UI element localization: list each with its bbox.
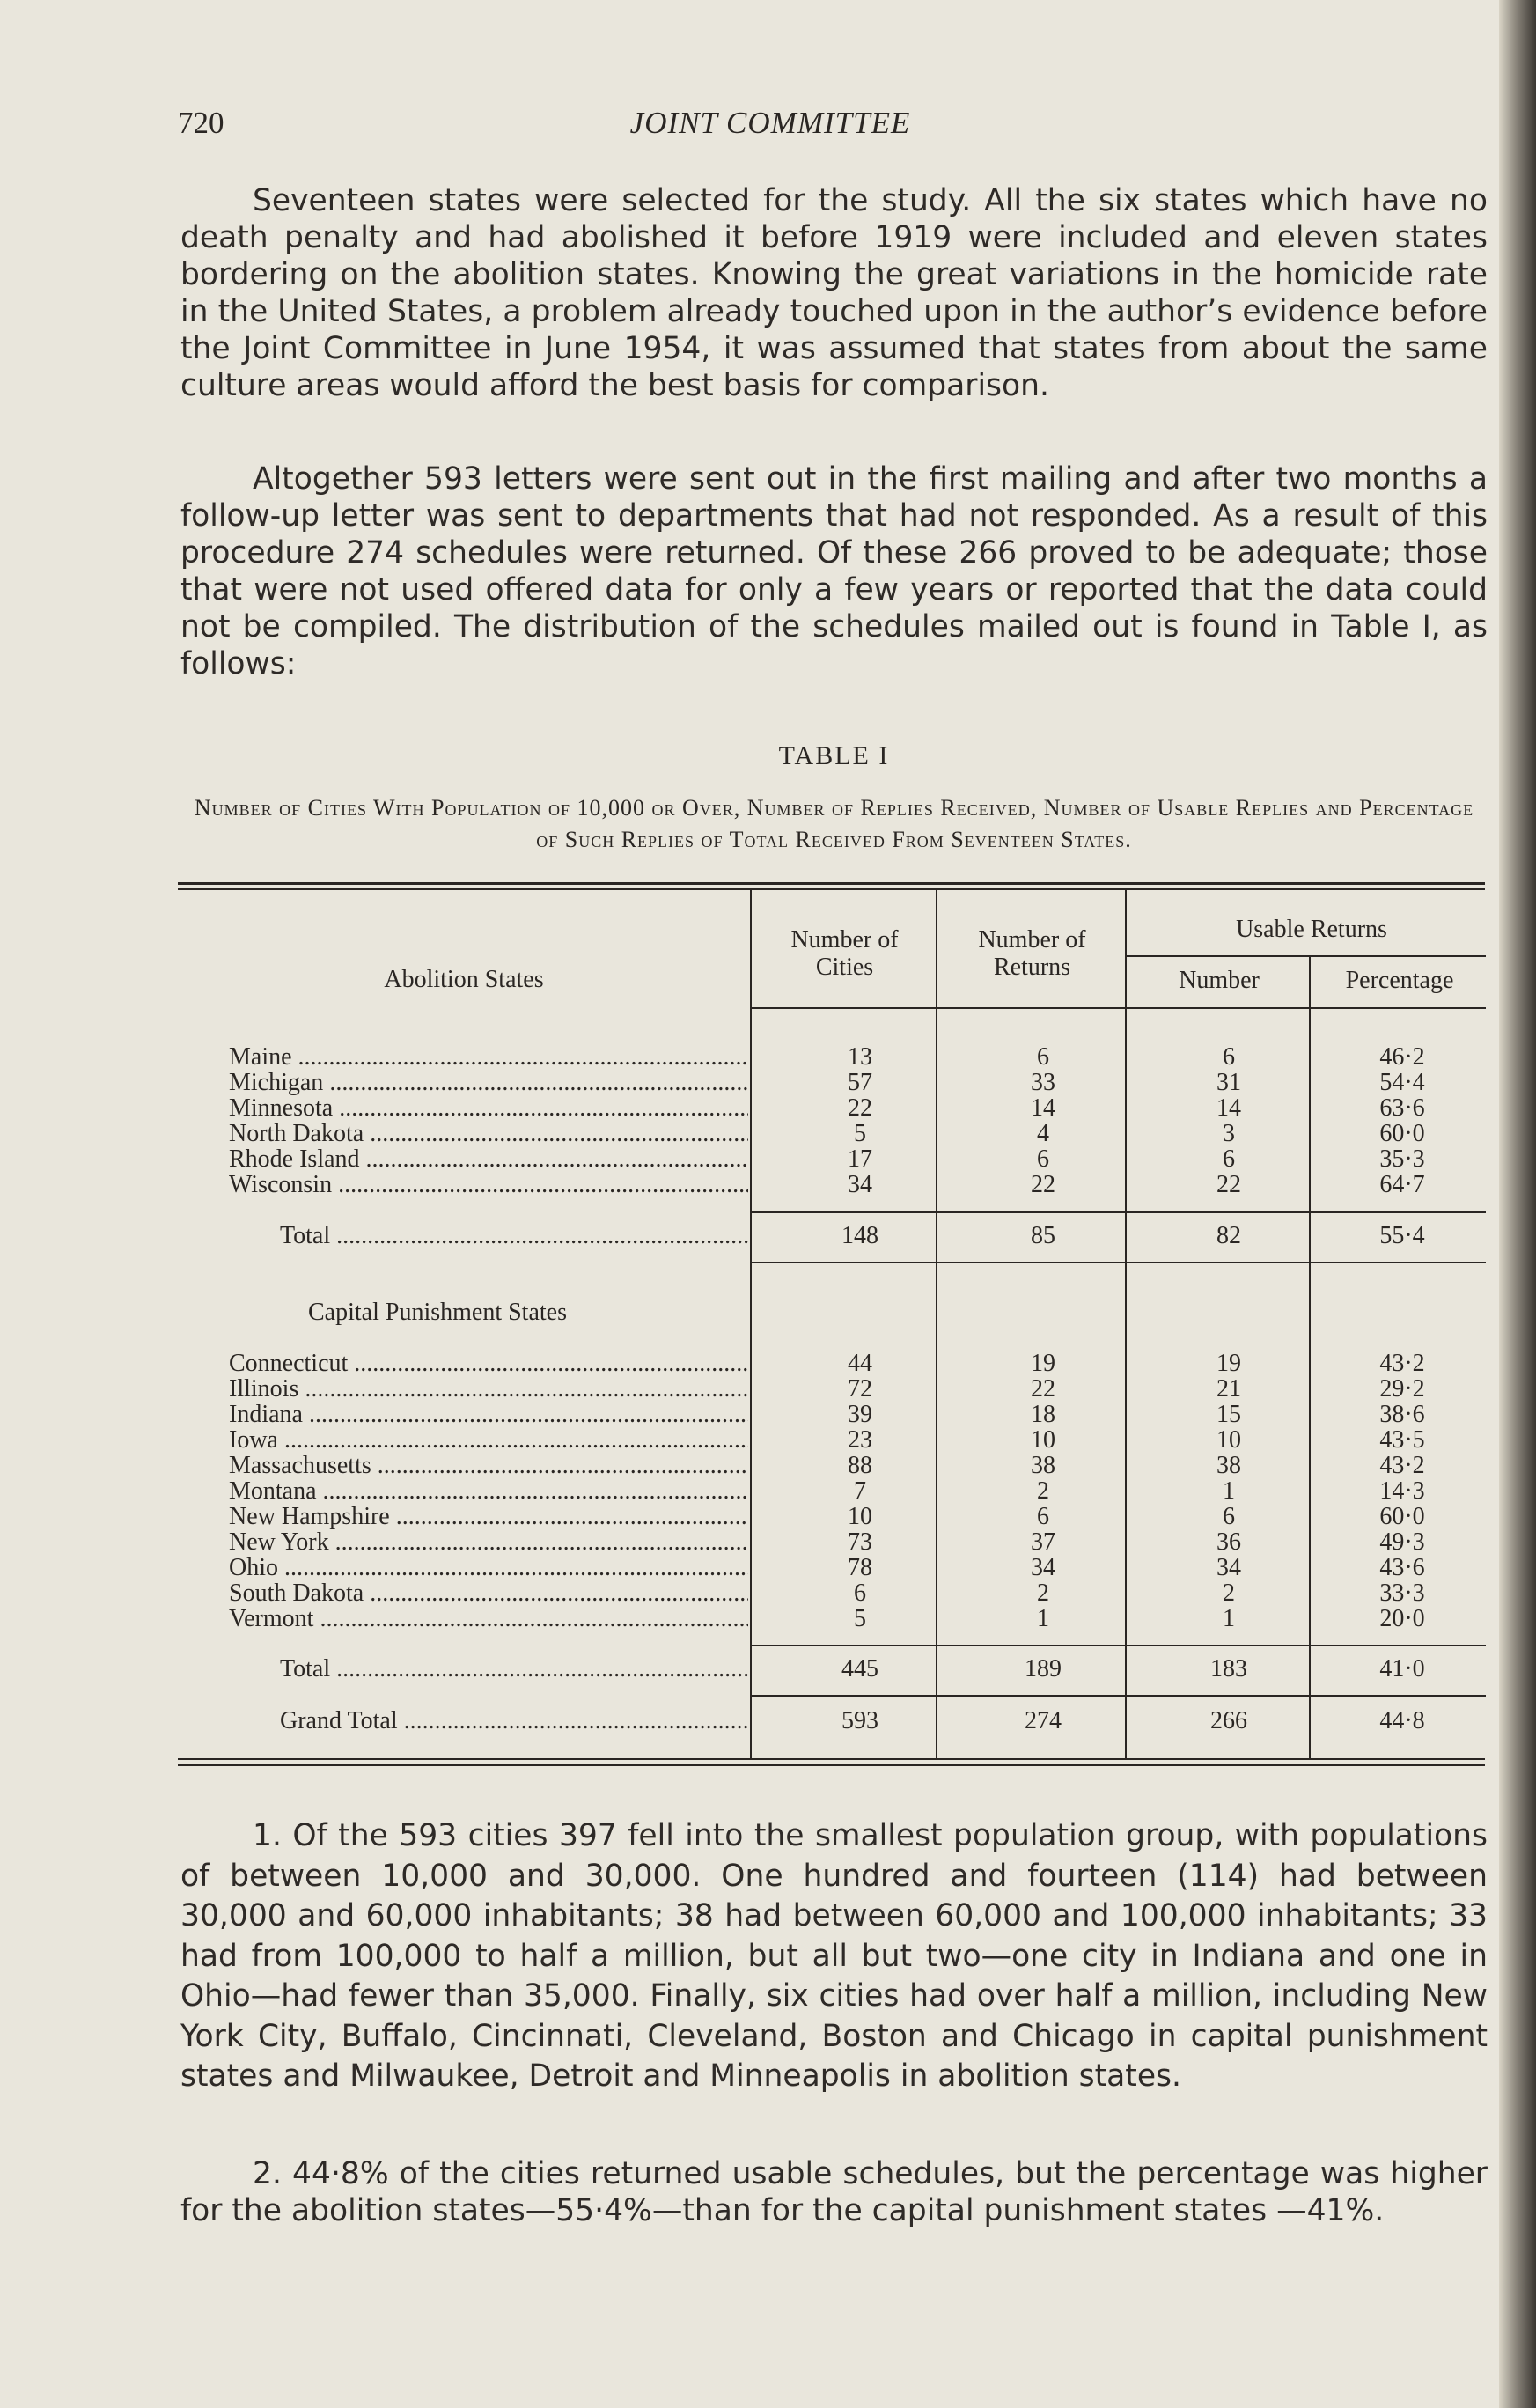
cities-cell: 5 — [854, 1605, 866, 1632]
state-label: Montana ..... — [229, 1478, 748, 1504]
returns-cell: 18 — [1031, 1401, 1055, 1428]
header-usable-percentage: Percentage — [1345, 967, 1454, 994]
section-heading-capital: Capital Punishment States — [308, 1299, 567, 1326]
note-1 — [180, 1816, 1488, 2097]
pct-cell: 29·2 — [1379, 1375, 1425, 1403]
state-label: Ohio ..... — [229, 1555, 748, 1580]
usable-cell: 3 — [1223, 1120, 1235, 1147]
cities-cell: 593 — [841, 1707, 878, 1734]
state-label: North Dakota ..... — [229, 1121, 748, 1146]
cities-cell: 5 — [854, 1120, 866, 1147]
pct-cell: 35·3 — [1379, 1145, 1425, 1173]
col-divider-4 — [1309, 955, 1311, 1758]
returns-cell: 22 — [1031, 1375, 1055, 1403]
cities-cell: 445 — [841, 1655, 878, 1683]
header-usable: Usable Returns — [1236, 916, 1387, 943]
header-returns: Number of Returns — [978, 926, 1086, 981]
pct-cell: 38·6 — [1379, 1401, 1425, 1428]
cities-cell: 10 — [848, 1503, 872, 1530]
col-divider-1 — [750, 890, 752, 1758]
abolition-subtotal-rule-top — [750, 1211, 1486, 1213]
usable-cell: 2 — [1223, 1580, 1235, 1607]
col-divider-3 — [1125, 890, 1127, 1758]
cities-cell: 88 — [848, 1452, 872, 1479]
table-bottom-rule-2 — [178, 1764, 1485, 1766]
usable-cell: 36 — [1216, 1528, 1241, 1556]
cities-cell: 57 — [848, 1069, 872, 1096]
usable-cell: 266 — [1210, 1707, 1247, 1734]
state-label: Rhode Island ..... — [229, 1146, 748, 1172]
table-bottom-rule — [178, 1758, 1485, 1760]
pct-cell: 49·3 — [1379, 1528, 1425, 1556]
usable-cell: 21 — [1216, 1375, 1241, 1403]
running-title: JOINT COMMITTEE — [629, 106, 911, 140]
returns-cell: 85 — [1031, 1222, 1055, 1249]
usable-cell: 1 — [1223, 1605, 1235, 1632]
total-label: Total ..... — [280, 1223, 748, 1248]
state-label: Connecticut ..... — [229, 1351, 748, 1376]
usable-cell: 6 — [1223, 1503, 1235, 1530]
pct-cell: 64·7 — [1379, 1171, 1425, 1198]
returns-cell: 2 — [1037, 1580, 1049, 1607]
state-label: South Dakota ..... — [229, 1580, 748, 1606]
state-label: Wisconsin ..... — [229, 1172, 748, 1197]
table-title: TABLE I — [778, 741, 890, 770]
grand-total-label: Grand Total ..... — [280, 1708, 748, 1734]
table-top-rule-2 — [178, 888, 1485, 890]
header-states: Abolition States — [384, 966, 544, 993]
cities-cell: 39 — [848, 1401, 872, 1428]
state-label: New Hampshire ..... — [229, 1504, 748, 1529]
pct-cell: 46·2 — [1379, 1043, 1425, 1071]
note-1-text: 1. Of the 593 cities 397 fell into the smallest population group, with populations of between 10,000 and 30,000. One hundred and fourteen (114) had between 30,000 and 60,000 inhabitants; 38 had between 60,000 and 100,000 inhabitants; 33 had from 100,000 to half a million, but all but two—one city in Indiana and one in Ohio—had fewer than 35,000. Finally, six cities had over half a million, including New York City, Buffalo, Cincinnati, Cleveland, Boston and Chicago in capital punishment states and Milwaukee, Detroit and Minneapolis in abolition states. — [180, 1818, 1488, 2094]
col-divider-2 — [936, 890, 937, 1758]
state-label: Maine ..... — [229, 1044, 748, 1070]
returns-cell: 1 — [1037, 1605, 1049, 1632]
usable-cell: 10 — [1216, 1426, 1241, 1454]
returns-cell: 19 — [1031, 1350, 1055, 1377]
abolition-subtotal-rule-bottom — [750, 1262, 1486, 1263]
returns-cell: 38 — [1031, 1452, 1055, 1479]
cities-cell: 22 — [848, 1094, 872, 1122]
table-caption: Number of Cities With Population of 10,000 or Over, Number of Replies Received, Number of Usable Replies and Percentage of Such Replies of Total Received From Seventeen States. — [194, 795, 1474, 852]
cities-cell: 78 — [848, 1554, 872, 1581]
usable-cell: 14 — [1216, 1094, 1241, 1122]
usable-cell: 82 — [1216, 1222, 1241, 1249]
cities-cell: 6 — [854, 1580, 866, 1607]
state-label: New York ..... — [229, 1529, 748, 1555]
state-label: Minnesota ..... — [229, 1095, 748, 1121]
usable-cell: 1 — [1223, 1477, 1235, 1505]
pct-cell: 54·4 — [1379, 1069, 1425, 1096]
returns-cell: 34 — [1031, 1554, 1055, 1581]
table-top-rule — [178, 882, 1485, 885]
pct-cell: 20·0 — [1379, 1605, 1425, 1632]
returns-cell: 6 — [1037, 1503, 1049, 1530]
usable-cell: 38 — [1216, 1452, 1241, 1479]
usable-cell: 15 — [1216, 1401, 1241, 1428]
cities-cell: 13 — [848, 1043, 872, 1071]
cities-cell: 44 — [848, 1350, 872, 1377]
returns-cell: 189 — [1025, 1655, 1062, 1683]
pct-cell: 55·4 — [1379, 1222, 1425, 1249]
pct-cell: 43·2 — [1379, 1350, 1425, 1377]
pct-cell: 41·0 — [1379, 1655, 1425, 1683]
cities-cell: 148 — [841, 1222, 878, 1249]
cities-cell: 23 — [848, 1426, 872, 1454]
cities-cell: 7 — [854, 1477, 866, 1505]
pct-cell: 43·6 — [1379, 1554, 1425, 1581]
pct-cell: 14·3 — [1379, 1477, 1425, 1505]
usable-cell: 183 — [1210, 1655, 1247, 1683]
returns-cell: 4 — [1037, 1120, 1049, 1147]
state-label: Indiana ..... — [229, 1402, 748, 1427]
usable-cell: 31 — [1216, 1069, 1241, 1096]
state-label: Iowa ..... — [229, 1427, 748, 1453]
capital-subtotal-rule-bottom — [750, 1695, 1486, 1697]
pct-cell: 63·6 — [1379, 1094, 1425, 1122]
returns-cell: 2 — [1037, 1477, 1049, 1505]
header-cities: Number of Cities — [790, 926, 899, 981]
paragraph-1 — [180, 182, 1488, 404]
capital-subtotal-rule-top — [750, 1645, 1486, 1646]
cities-cell: 17 — [848, 1145, 872, 1173]
returns-cell: 37 — [1031, 1528, 1055, 1556]
usable-cell: 19 — [1216, 1350, 1241, 1377]
returns-cell: 22 — [1031, 1171, 1055, 1198]
usable-cell: 6 — [1223, 1043, 1235, 1071]
pct-cell: 43·5 — [1379, 1426, 1425, 1454]
returns-cell: 14 — [1031, 1094, 1055, 1122]
returns-cell: 6 — [1037, 1145, 1049, 1173]
pct-cell: 60·0 — [1379, 1120, 1425, 1147]
book-spine-shadow — [1499, 0, 1536, 2408]
state-label: Vermont ..... — [229, 1606, 748, 1631]
pct-cell: 43·2 — [1379, 1452, 1425, 1479]
usable-header-rule — [1125, 955, 1486, 957]
note-2 — [180, 2155, 1488, 2229]
returns-cell: 274 — [1025, 1707, 1062, 1734]
header-usable-number: Number — [1179, 967, 1260, 994]
state-label: Massachusetts ..... — [229, 1453, 748, 1478]
total-label: Total ..... — [280, 1656, 748, 1682]
pct-cell: 60·0 — [1379, 1503, 1425, 1530]
pct-cell: 44·8 — [1379, 1707, 1425, 1734]
pct-cell: 33·3 — [1379, 1580, 1425, 1607]
paragraph-2-text: Altogether 593 letters were sent out in the first mailing and after two months a follow-up letter was sent to departments that had not responded. As a result of this procedure 274 schedules were returned. Of these 266 proved to be adequate; those that were not used offered data for only a few years or reported that the data could not be compiled. The distribution of the schedules mailed out is found in Table I, as follows: — [180, 461, 1488, 681]
paragraph-1-text: Seventeen states were selected for the study. All the six states which have no death penalty and had abolished it before 1919 were included and eleven states bordering on the abolition states. Knowing the great variations in the homicide rate in the United States, a problem already touched upon in the author’s evidence before the Joint Committee in June 1954, it was assumed that states from about the same culture areas would afford the best basis for comparison. — [180, 183, 1488, 403]
returns-cell: 10 — [1031, 1426, 1055, 1454]
cities-cell: 73 — [848, 1528, 872, 1556]
usable-cell: 6 — [1223, 1145, 1235, 1173]
state-label: Michigan ..... — [229, 1070, 748, 1095]
page-number: 720 — [178, 106, 224, 140]
cities-cell: 72 — [848, 1375, 872, 1403]
state-label: Illinois ..... — [229, 1376, 748, 1402]
cities-cell: 34 — [848, 1171, 872, 1198]
usable-cell: 34 — [1216, 1554, 1241, 1581]
note-2-text: 2. 44·8% of the cities returned usable schedules, but the percentage was higher for the abolition states—55·4%—than for the capital punishment states —41%. — [180, 2156, 1488, 2228]
paragraph-2 — [180, 460, 1488, 682]
returns-cell: 6 — [1037, 1043, 1049, 1071]
header-bottom-rule — [750, 1007, 1486, 1009]
usable-cell: 22 — [1216, 1171, 1241, 1198]
returns-cell: 33 — [1031, 1069, 1055, 1096]
